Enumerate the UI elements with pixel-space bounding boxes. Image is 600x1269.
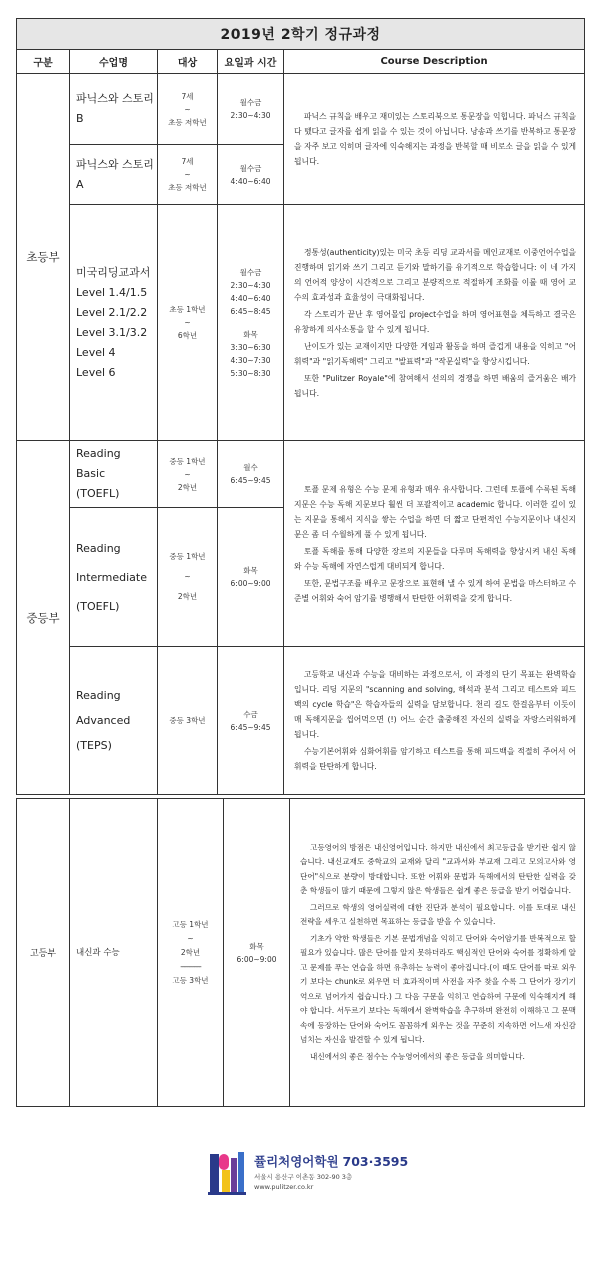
course-name: 미국리딩교과서 Level 1.4/1.5 Level 2.1/2.2 Level 3.1/3.2 Level 4 Level 6: [70, 205, 158, 441]
course-time: 월수금 4:40~6:40: [218, 145, 284, 205]
header-course: 수업명: [70, 50, 158, 74]
table-row: [17, 647, 585, 795]
schedule-table: [16, 18, 585, 795]
course-name: Reading Intermediate (TOEFL): [70, 508, 158, 647]
academy-website[interactable]: www.pulitzer.co.kr: [254, 1183, 314, 1191]
description-high: 고등영어의 방점은 내신영어입니다. 하지만 내신에서 최고등급을 받기란 쉽지 않습니다. 내신교재도 중학교의 교재와 달리 "교과서와 부교재 그리고 모의고사와 영단어"식으로 분량이 방대합니다. 또한 어휘와 문법과 독해에서의 탄탄한 실력을 갖춘 학생들이 많기 때문에 그렇지 않은 학생들은 쉽게 좋은 등급을 받기 어렵습니다. 그러므로 학생의 영어실력에 대한 진단과 분석이 필요합니다. 이를 토대로 내신전략을 세우고 실천하면 목표하는 등급을 받을 수 있습니다. 기초가 약한 학생들은 기본 문법개념을 익히고 단어와 숙어암기를 반복적으로 할 필요가 있습니다. 많은 단어를 알지 못하더라도 핵심적인 단어와 숙어를 정확하게 알고 문제를 푸는 연습을 하면 유추하는 능력이 좋아집니다.(이 때도 단어를 따로 외우기 보다는 chunk로 외우면 더 효과적이며 사전을 자주 찾을 수록 그 단어가 장기기억으로 넘어가지 쉽습니다.) 그 다음 구문을 익히고 연습하여 구문에 익숙해지게 해야 합니다. 서두르기 보다는 독해에서 완벽학습을 추구하며 완전히 이해하고 그 문맥 속에 등장하는 단어와 숙어도 꼼꼼하게 외우는 것을 꾸준히 지속하면 어느새 자신감 넘치는 자신을 발견할 수 있게 됩니다. 내신에서의 좋은 점수는 수능영어에서의 좋은 등급을 의미합니다.: [290, 799, 585, 1107]
academy-name: 퓰리처영어학원: [254, 1154, 339, 1169]
course-target: 고등 1학년 ~ 2학년 ------------ 고등 3학년: [158, 799, 224, 1107]
header-row: [17, 50, 585, 74]
course-target: 초등 1학년 ~ 6학년: [158, 205, 218, 441]
header-division: 구분: [17, 50, 70, 74]
course-target: 7세 ~ 초등 저학년: [158, 74, 218, 145]
academy-address: 서울시 용산구 이촌동 302-90 3층: [254, 1173, 353, 1181]
description-reading: 정통성(authenticity)있는 미국 초등 리딩 교과서를 메인교재로 이중언어수업을 진행하며 읽기와 쓰기 그리고 듣기와 말하기를 유기적으로 학습합니다: 이 네 가지의 언어적 양상이 시간적으로 그리고 분량적으로 적절하게 조화를 이룰 때 영어 교수의 효과성과 효율성이 극대화됩니다. 각 스토리가 끝난 후 영어몰입 project수업을 하며 영어표현을 체득하고 결국은 유창하게 의사소통을 할 수 있게 됩니다. 난이도가 있는 교재이지만 다양한 게임과 활동을 하며 즐겁게 내용을 익히고 "어휘력"과 "읽기독해력" 그리고 "발표력"과 "작문실력"을 향상시킵니다. 또한 "Pulitzer Royale"에 참여해서 선의의 경쟁을 하면 배움의 즐거움은 배가 됩니다.: [284, 205, 585, 441]
description-phonics: 파닉스 규칙을 배우고 재미있는 스토리북으로 통문장을 익힙니다. 파닉스 규칙을 다 뗐다고 글자를 쉽게 읽을 수 있는 것이 아닙니다. 낭송과 쓰기를 반복하고 통문장을 자주 보고 익히며 글자에 익숙해지는 과정을 반복할 때 비로소 글을 읽을 수 있게 됩니다.: [284, 74, 585, 205]
page-title: 2019년 2학기 정규과정: [17, 19, 585, 50]
description-teps: 고등학교 내신과 수능을 대비하는 과정으로서, 이 과정의 단기 목표는 완벽학습입니다. 리딩 지문의 "scanning and solving, 해석과 분석 그리고 테스트와 피드백의 cycle 학습"은 학습자들의 실력을 담보합니다. 천리 길도 한걸음부터 이듯이 매 독해지문을 씹어먹으면 (!) 어느 순간 출중해진 자신의 실력을 자랑스러워하게 됩니다. 수능기본어휘와 심화어휘를 암기하고 테스트를 통해 피드백을 적절히 주어서 어휘력을 탄탄하게 합니다.: [284, 647, 585, 795]
header-description: Course Description: [284, 50, 585, 74]
table-row: [17, 799, 585, 1107]
academy-logo-icon: [208, 1150, 246, 1196]
table-row: [17, 74, 585, 145]
course-name: 파닉스와 스토리 A: [70, 145, 158, 205]
course-name: Reading Advanced (TEPS): [70, 647, 158, 795]
division-elementary: 초등부: [17, 74, 70, 441]
course-name: 내신과 수능: [70, 799, 158, 1107]
table-row: [17, 205, 585, 441]
course-time: 월수금 2:30~4:30 4:40~6:40 6:45~8:45 화목 3:30~6:30 4:30~7:30 5:30~8:30: [218, 205, 284, 441]
course-target: 중등 1학년 ~ 2학년: [158, 508, 218, 647]
division-middle: 중등부: [17, 441, 70, 795]
division-high: 고등부: [17, 799, 70, 1107]
course-time: 화목 6:00~9:00: [218, 508, 284, 647]
course-time: 수금 6:45~9:45: [218, 647, 284, 795]
header-target: 대상: [158, 50, 218, 74]
academy-footer: [208, 1150, 408, 1204]
academy-phone: 703·3595: [342, 1154, 409, 1169]
description-toefl: 토플 문제 유형은 수능 문제 유형과 매우 유사합니다. 그런데 토플에 수록된 독해 지문은 수능 독해 지문보다 훨씬 더 포괄적이고 academic 합니다. 이러한 깊이 있는 지문을 통해서 지식을 쌓는 수업을 하면 더 짧고 단편적인 수능지문이나 내신지문은 좀 더 수월하게 풀 수 있게 됩니다. 토플 독해를 통해 다양한 장르의 지문들을 다루며 독해력을 향상시켜 내신 독해와 수능 독해에 자연스럽게 대비되게 합니다. 또한, 문법구조를 배우고 문장으로 표현해 낼 수 있게 하여 문법을 마스터하고 수준별 어휘와 숙어 암기를 병행해서 탄탄한 어휘력을 갖게 합니다.: [284, 441, 585, 647]
course-name: Reading Basic (TOEFL): [70, 441, 158, 508]
course-time: 월수 6:45~9:45: [218, 441, 284, 508]
course-name: 파닉스와 스토리 B: [70, 74, 158, 145]
table-row: [17, 441, 585, 508]
course-target: 7세 ~ 초등 저학년: [158, 145, 218, 205]
course-time: 월수금 2:30~4:30: [218, 74, 284, 145]
course-target: 중등 1학년 ~ 2학년: [158, 441, 218, 508]
academy-brand: [254, 1152, 408, 1170]
course-target: 중등 3학년: [158, 647, 218, 795]
header-time: 요일과 시간: [218, 50, 284, 74]
high-school-table: [16, 798, 585, 1107]
course-time: 화목 6:00~9:00: [224, 799, 290, 1107]
